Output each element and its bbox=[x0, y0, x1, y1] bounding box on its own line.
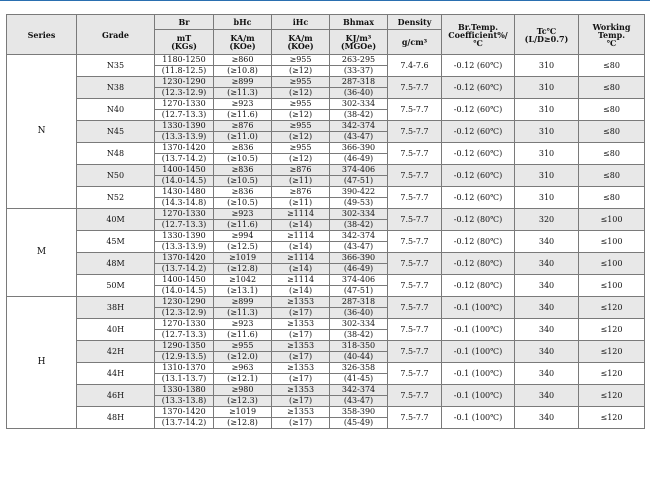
br-cell: (13.7-14.2) bbox=[155, 418, 214, 429]
ihc-cell: ≥1114 bbox=[272, 209, 330, 220]
coefficient-cell: -0.12 (80℃) bbox=[442, 275, 515, 297]
density-cell: 7.5-7.7 bbox=[388, 341, 442, 363]
bhc-cell: ≥1019 bbox=[214, 407, 272, 418]
bhmax-cell: (46-49) bbox=[330, 264, 388, 275]
br-cell: 1370-1420 bbox=[155, 143, 214, 154]
ihc-cell: (≥17) bbox=[272, 330, 330, 341]
bhmax-cell: 342-374 bbox=[330, 385, 388, 396]
header-worktemp-line1: Working Temp. bbox=[592, 21, 631, 40]
ihc-cell: (≥12) bbox=[272, 110, 330, 121]
header-bhc: bHc bbox=[214, 15, 272, 30]
ihc-cell: ≥876 bbox=[272, 165, 330, 176]
bhmax-cell: 287-318 bbox=[330, 297, 388, 308]
bhc-cell: ≥994 bbox=[214, 231, 272, 242]
br-cell: (14.0-14.5) bbox=[155, 286, 214, 297]
br-cell: 1270-1330 bbox=[155, 319, 214, 330]
grade-cell: N48 bbox=[77, 143, 155, 165]
coefficient-cell: -0.12 (60℃) bbox=[442, 143, 515, 165]
grade-cell: 48H bbox=[77, 407, 155, 429]
density-cell: 7.5-7.7 bbox=[388, 385, 442, 407]
density-cell: 7.5-7.7 bbox=[388, 253, 442, 275]
ihc-cell: (≥11) bbox=[272, 198, 330, 209]
tc-cell: 340 bbox=[515, 253, 579, 275]
coefficient-cell: -0.1 (100℃) bbox=[442, 385, 515, 407]
header-br-unit-1: mT bbox=[176, 33, 192, 43]
coefficient-cell: -0.1 (100℃) bbox=[442, 363, 515, 385]
bhc-cell: ≥860 bbox=[214, 55, 272, 66]
br-cell: (12.3-12.9) bbox=[155, 88, 214, 99]
coefficient-cell: -0.1 (100℃) bbox=[442, 297, 515, 319]
bhc-cell: ≥923 bbox=[214, 209, 272, 220]
tc-cell: 340 bbox=[515, 275, 579, 297]
density-cell: 7.5-7.7 bbox=[388, 275, 442, 297]
header-tc bbox=[515, 15, 579, 55]
bhc-cell: (≥12.0) bbox=[214, 352, 272, 363]
tc-cell: 310 bbox=[515, 99, 579, 121]
working-temp-cell: ≤80 bbox=[579, 165, 645, 187]
br-cell: 1270-1330 bbox=[155, 209, 214, 220]
working-temp-cell: ≤80 bbox=[579, 55, 645, 77]
bhc-cell: (≥10.5) bbox=[214, 176, 272, 187]
ihc-cell: ≥955 bbox=[272, 77, 330, 88]
bhc-cell: (≥12.8) bbox=[214, 264, 272, 275]
br-cell: 1370-1420 bbox=[155, 253, 214, 264]
grade-cell: N35 bbox=[77, 55, 155, 77]
density-cell: 7.5-7.7 bbox=[388, 319, 442, 341]
br-cell: 1230-1290 bbox=[155, 77, 214, 88]
ihc-cell: ≥1353 bbox=[272, 407, 330, 418]
grade-cell: 45M bbox=[77, 231, 155, 253]
br-cell: 1230-1290 bbox=[155, 297, 214, 308]
bhc-cell: (≥11.3) bbox=[214, 88, 272, 99]
bhmax-cell: (47-51) bbox=[330, 176, 388, 187]
bhmax-cell: (43-47) bbox=[330, 396, 388, 407]
tc-cell: 340 bbox=[515, 407, 579, 429]
grade-cell: N40 bbox=[77, 99, 155, 121]
ihc-cell: ≥1353 bbox=[272, 319, 330, 330]
table-row bbox=[7, 319, 645, 330]
table-row bbox=[7, 143, 645, 154]
bhc-cell: ≥836 bbox=[214, 143, 272, 154]
tc-cell: 310 bbox=[515, 77, 579, 99]
working-temp-cell: ≤100 bbox=[579, 209, 645, 231]
bhc-cell: ≥1019 bbox=[214, 253, 272, 264]
ihc-cell: ≥1114 bbox=[272, 231, 330, 242]
br-cell: 1430-1480 bbox=[155, 187, 214, 198]
ihc-cell: (≥12) bbox=[272, 154, 330, 165]
tc-cell: 340 bbox=[515, 231, 579, 253]
ihc-cell: ≥1353 bbox=[272, 341, 330, 352]
header-ihc-unit bbox=[272, 30, 330, 55]
ihc-cell: (≥12) bbox=[272, 88, 330, 99]
header-density: Density bbox=[388, 15, 442, 30]
bhmax-cell: (33-37) bbox=[330, 66, 388, 77]
br-cell: (13.3-13.8) bbox=[155, 396, 214, 407]
br-cell: 1270-1330 bbox=[155, 99, 214, 110]
bhc-cell: ≥923 bbox=[214, 99, 272, 110]
density-cell: 7.5-7.7 bbox=[388, 187, 442, 209]
bhc-cell: (≥11.6) bbox=[214, 110, 272, 121]
working-temp-cell: ≤80 bbox=[579, 143, 645, 165]
header-density-unit: g/cm³ bbox=[388, 30, 442, 55]
bhmax-cell: 390-422 bbox=[330, 187, 388, 198]
header-bhmax: Bhmax bbox=[330, 15, 388, 30]
header-worktemp bbox=[579, 15, 645, 55]
bhc-cell: ≥899 bbox=[214, 297, 272, 308]
br-cell: (12.3-12.9) bbox=[155, 308, 214, 319]
coefficient-cell: -0.12 (60℃) bbox=[442, 187, 515, 209]
ihc-cell: (≥12) bbox=[272, 132, 330, 143]
table-row bbox=[7, 341, 645, 352]
working-temp-cell: ≤80 bbox=[579, 99, 645, 121]
coefficient-cell: -0.12 (60℃) bbox=[442, 121, 515, 143]
tc-cell: 310 bbox=[515, 165, 579, 187]
tc-cell: 310 bbox=[515, 187, 579, 209]
header-ihc-unit-2: (KOe) bbox=[287, 41, 314, 51]
coefficient-cell: -0.1 (100℃) bbox=[442, 319, 515, 341]
grade-cell: 46H bbox=[77, 385, 155, 407]
series-cell: N bbox=[7, 55, 77, 209]
grade-cell: N38 bbox=[77, 77, 155, 99]
table-row bbox=[7, 253, 645, 264]
working-temp-cell: ≤80 bbox=[579, 121, 645, 143]
magnet-spec-table bbox=[6, 14, 645, 429]
bhmax-cell: 342-374 bbox=[330, 121, 388, 132]
grade-cell: 48M bbox=[77, 253, 155, 275]
bhc-cell: ≥1042 bbox=[214, 275, 272, 286]
bhc-cell: ≥836 bbox=[214, 165, 272, 176]
header-br-unit-2: (KGs) bbox=[171, 41, 197, 51]
bhc-cell: ≥836 bbox=[214, 187, 272, 198]
bhc-cell: (≥11.6) bbox=[214, 330, 272, 341]
tc-cell: 310 bbox=[515, 143, 579, 165]
working-temp-cell: ≤100 bbox=[579, 231, 645, 253]
br-cell: (12.7-13.3) bbox=[155, 330, 214, 341]
working-temp-cell: ≤120 bbox=[579, 297, 645, 319]
bhmax-cell: 342-374 bbox=[330, 231, 388, 242]
bhmax-cell: (43-47) bbox=[330, 242, 388, 253]
tc-cell: 340 bbox=[515, 363, 579, 385]
top-bar bbox=[0, 0, 650, 8]
working-temp-cell: ≤120 bbox=[579, 341, 645, 363]
tc-cell: 340 bbox=[515, 385, 579, 407]
ihc-cell: (≥17) bbox=[272, 396, 330, 407]
header-grade: Grade bbox=[77, 15, 155, 55]
header-brtemp-line2: Coefficient%/℃ bbox=[448, 29, 508, 48]
table-row bbox=[7, 165, 645, 176]
bhc-cell: (≥10.5) bbox=[214, 154, 272, 165]
bhc-cell: (≥10.5) bbox=[214, 198, 272, 209]
working-temp-cell: ≤120 bbox=[579, 319, 645, 341]
tc-cell: 320 bbox=[515, 209, 579, 231]
bhc-cell: (≥11.3) bbox=[214, 308, 272, 319]
density-cell: 7.5-7.7 bbox=[388, 407, 442, 429]
density-cell: 7.5-7.7 bbox=[388, 143, 442, 165]
table-row bbox=[7, 209, 645, 220]
bhmax-cell: (36-40) bbox=[330, 308, 388, 319]
tc-cell: 310 bbox=[515, 55, 579, 77]
ihc-cell: (≥17) bbox=[272, 374, 330, 385]
coefficient-cell: -0.12 (80℃) bbox=[442, 253, 515, 275]
bhmax-cell: (45-49) bbox=[330, 418, 388, 429]
br-cell: 1310-1370 bbox=[155, 363, 214, 374]
series-cell: M bbox=[7, 209, 77, 297]
table-body bbox=[7, 55, 645, 429]
bhmax-cell: (40-44) bbox=[330, 352, 388, 363]
bhmax-cell: 302-334 bbox=[330, 319, 388, 330]
header-worktemp-line2: ℃ bbox=[606, 37, 617, 48]
density-cell: 7.5-7.7 bbox=[388, 121, 442, 143]
working-temp-cell: ≤120 bbox=[579, 385, 645, 407]
br-cell: (14.0-14.5) bbox=[155, 176, 214, 187]
table-row bbox=[7, 231, 645, 242]
table-row bbox=[7, 121, 645, 132]
coefficient-cell: -0.1 (100℃) bbox=[442, 407, 515, 429]
ihc-cell: ≥1114 bbox=[272, 275, 330, 286]
br-cell: 1400-1450 bbox=[155, 275, 214, 286]
ihc-cell: (≥17) bbox=[272, 418, 330, 429]
bhc-cell: (≥13.1) bbox=[214, 286, 272, 297]
br-cell: (13.7-14.2) bbox=[155, 154, 214, 165]
br-cell: 1290-1350 bbox=[155, 341, 214, 352]
density-cell: 7.5-7.7 bbox=[388, 363, 442, 385]
bhc-cell: ≥980 bbox=[214, 385, 272, 396]
br-cell: (11.8-12.5) bbox=[155, 66, 214, 77]
ihc-cell: ≥1353 bbox=[272, 297, 330, 308]
bhc-cell: ≥955 bbox=[214, 341, 272, 352]
grade-cell: 40H bbox=[77, 319, 155, 341]
table-row bbox=[7, 385, 645, 396]
header-brtemp bbox=[442, 15, 515, 55]
header-bhc-unit-1: KA/m bbox=[230, 33, 255, 43]
table-row bbox=[7, 187, 645, 198]
density-cell: 7.5-7.7 bbox=[388, 77, 442, 99]
density-cell: 7.5-7.7 bbox=[388, 231, 442, 253]
tc-cell: 340 bbox=[515, 297, 579, 319]
bhc-cell: (≥10.8) bbox=[214, 66, 272, 77]
ihc-cell: (≥12) bbox=[272, 66, 330, 77]
br-cell: 1180-1250 bbox=[155, 55, 214, 66]
header-bhc-unit bbox=[214, 30, 272, 55]
br-cell: 1400-1450 bbox=[155, 165, 214, 176]
tc-cell: 340 bbox=[515, 319, 579, 341]
series-cell: H bbox=[7, 297, 77, 429]
br-cell: (12.7-13.3) bbox=[155, 220, 214, 231]
ihc-cell: ≥1353 bbox=[272, 363, 330, 374]
bhc-cell: (≥11.6) bbox=[214, 220, 272, 231]
header-tc-line2: (L/D≥0.7) bbox=[524, 33, 569, 44]
br-cell: (13.7-14.2) bbox=[155, 264, 214, 275]
header-ihc-unit-1: KA/m bbox=[288, 33, 313, 43]
bhmax-cell: (36-40) bbox=[330, 88, 388, 99]
tc-cell: 310 bbox=[515, 121, 579, 143]
grade-cell: N52 bbox=[77, 187, 155, 209]
bhmax-cell: 358-390 bbox=[330, 407, 388, 418]
spec-table-container bbox=[6, 14, 644, 429]
bhmax-cell: 366-390 bbox=[330, 143, 388, 154]
br-cell: 1330-1390 bbox=[155, 231, 214, 242]
bhc-cell: ≥876 bbox=[214, 121, 272, 132]
grade-cell: N50 bbox=[77, 165, 155, 187]
bhc-cell: (≥12.1) bbox=[214, 374, 272, 385]
working-temp-cell: ≤100 bbox=[579, 253, 645, 275]
table-row bbox=[7, 297, 645, 308]
header-brtemp-line1: Br.Temp. bbox=[458, 21, 498, 32]
density-cell: 7.5-7.7 bbox=[388, 297, 442, 319]
bhc-cell: (≥12.3) bbox=[214, 396, 272, 407]
ihc-cell: ≥955 bbox=[272, 99, 330, 110]
table-row bbox=[7, 407, 645, 418]
coefficient-cell: -0.12 (60℃) bbox=[442, 55, 515, 77]
bhmax-cell: 374-406 bbox=[330, 275, 388, 286]
header-bhc-unit-2: (KOe) bbox=[229, 41, 256, 51]
bhc-cell: ≥963 bbox=[214, 363, 272, 374]
grade-cell: 50M bbox=[77, 275, 155, 297]
top-divider bbox=[0, 0, 650, 1]
tc-cell: 340 bbox=[515, 341, 579, 363]
bhmax-cell: (38-42) bbox=[330, 330, 388, 341]
ihc-cell: ≥955 bbox=[272, 143, 330, 154]
ihc-cell: (≥11) bbox=[272, 176, 330, 187]
coefficient-cell: -0.12 (60℃) bbox=[442, 77, 515, 99]
ihc-cell: (≥14) bbox=[272, 220, 330, 231]
bhmax-cell: 263-295 bbox=[330, 55, 388, 66]
header-series: Series bbox=[7, 15, 77, 55]
header-bhmax-unit-1: KJ/m³ bbox=[345, 33, 372, 43]
grade-cell: 42H bbox=[77, 341, 155, 363]
ihc-cell: (≥14) bbox=[272, 242, 330, 253]
working-temp-cell: ≤80 bbox=[579, 77, 645, 99]
grade-cell: N45 bbox=[77, 121, 155, 143]
coefficient-cell: -0.12 (80℃) bbox=[442, 209, 515, 231]
bhmax-cell: 318-350 bbox=[330, 341, 388, 352]
ihc-cell: ≥1114 bbox=[272, 253, 330, 264]
ihc-cell: (≥17) bbox=[272, 308, 330, 319]
bhmax-cell: 302-334 bbox=[330, 209, 388, 220]
grade-cell: 44H bbox=[77, 363, 155, 385]
working-temp-cell: ≤80 bbox=[579, 187, 645, 209]
density-cell: 7.5-7.7 bbox=[388, 209, 442, 231]
bhmax-cell: 326-358 bbox=[330, 363, 388, 374]
br-cell: (12.9-13.5) bbox=[155, 352, 214, 363]
grade-cell: 40M bbox=[77, 209, 155, 231]
header-br: Br bbox=[155, 15, 214, 30]
header-tc-line1: Tc℃ bbox=[536, 25, 557, 36]
header-br-unit bbox=[155, 30, 214, 55]
bhmax-cell: (41-45) bbox=[330, 374, 388, 385]
header-bhmax-unit bbox=[330, 30, 388, 55]
table-row bbox=[7, 275, 645, 286]
working-temp-cell: ≤120 bbox=[579, 363, 645, 385]
working-temp-cell: ≤100 bbox=[579, 275, 645, 297]
ihc-cell: (≥17) bbox=[272, 352, 330, 363]
header-bhmax-unit-2: (MGOe) bbox=[340, 41, 377, 51]
grade-cell: 38H bbox=[77, 297, 155, 319]
coefficient-cell: -0.12 (60℃) bbox=[442, 165, 515, 187]
table-row bbox=[7, 77, 645, 88]
density-cell: 7.4-7.6 bbox=[388, 55, 442, 77]
table-row bbox=[7, 363, 645, 374]
density-cell: 7.5-7.7 bbox=[388, 99, 442, 121]
ihc-cell: (≥14) bbox=[272, 286, 330, 297]
ihc-cell: ≥876 bbox=[272, 187, 330, 198]
working-temp-cell: ≤120 bbox=[579, 407, 645, 429]
coefficient-cell: -0.1 (100℃) bbox=[442, 341, 515, 363]
bhmax-cell: 287-318 bbox=[330, 77, 388, 88]
bhmax-cell: (46-49) bbox=[330, 154, 388, 165]
br-cell: (13.3-13.9) bbox=[155, 242, 214, 253]
bhmax-cell: (49-53) bbox=[330, 198, 388, 209]
br-cell: 1370-1420 bbox=[155, 407, 214, 418]
br-cell: (13.3-13.9) bbox=[155, 132, 214, 143]
ihc-cell: ≥955 bbox=[272, 121, 330, 132]
density-cell: 7.5-7.7 bbox=[388, 165, 442, 187]
ihc-cell: ≥955 bbox=[272, 55, 330, 66]
br-cell: (12.7-13.3) bbox=[155, 110, 214, 121]
bhmax-cell: (38-42) bbox=[330, 220, 388, 231]
br-cell: 1330-1390 bbox=[155, 121, 214, 132]
bhc-cell: (≥11.0) bbox=[214, 132, 272, 143]
table-row bbox=[7, 99, 645, 110]
bhc-cell: (≥12.5) bbox=[214, 242, 272, 253]
bhmax-cell: 366-390 bbox=[330, 253, 388, 264]
ihc-cell: (≥14) bbox=[272, 264, 330, 275]
coefficient-cell: -0.12 (80℃) bbox=[442, 231, 515, 253]
bhmax-cell: (47-51) bbox=[330, 286, 388, 297]
bhc-cell: ≥923 bbox=[214, 319, 272, 330]
table-header bbox=[7, 15, 645, 55]
header-ihc: iHc bbox=[272, 15, 330, 30]
bhc-cell: ≥899 bbox=[214, 77, 272, 88]
bhmax-cell: (38-42) bbox=[330, 110, 388, 121]
bhmax-cell: 302-334 bbox=[330, 99, 388, 110]
coefficient-cell: -0.12 (60℃) bbox=[442, 99, 515, 121]
br-cell: (14.3-14.8) bbox=[155, 198, 214, 209]
bhmax-cell: 374-406 bbox=[330, 165, 388, 176]
table-row bbox=[7, 55, 645, 66]
ihc-cell: ≥1353 bbox=[272, 385, 330, 396]
br-cell: 1330-1380 bbox=[155, 385, 214, 396]
bhc-cell: (≥12.8) bbox=[214, 418, 272, 429]
bhmax-cell: (43-47) bbox=[330, 132, 388, 143]
br-cell: (13.1-13.7) bbox=[155, 374, 214, 385]
